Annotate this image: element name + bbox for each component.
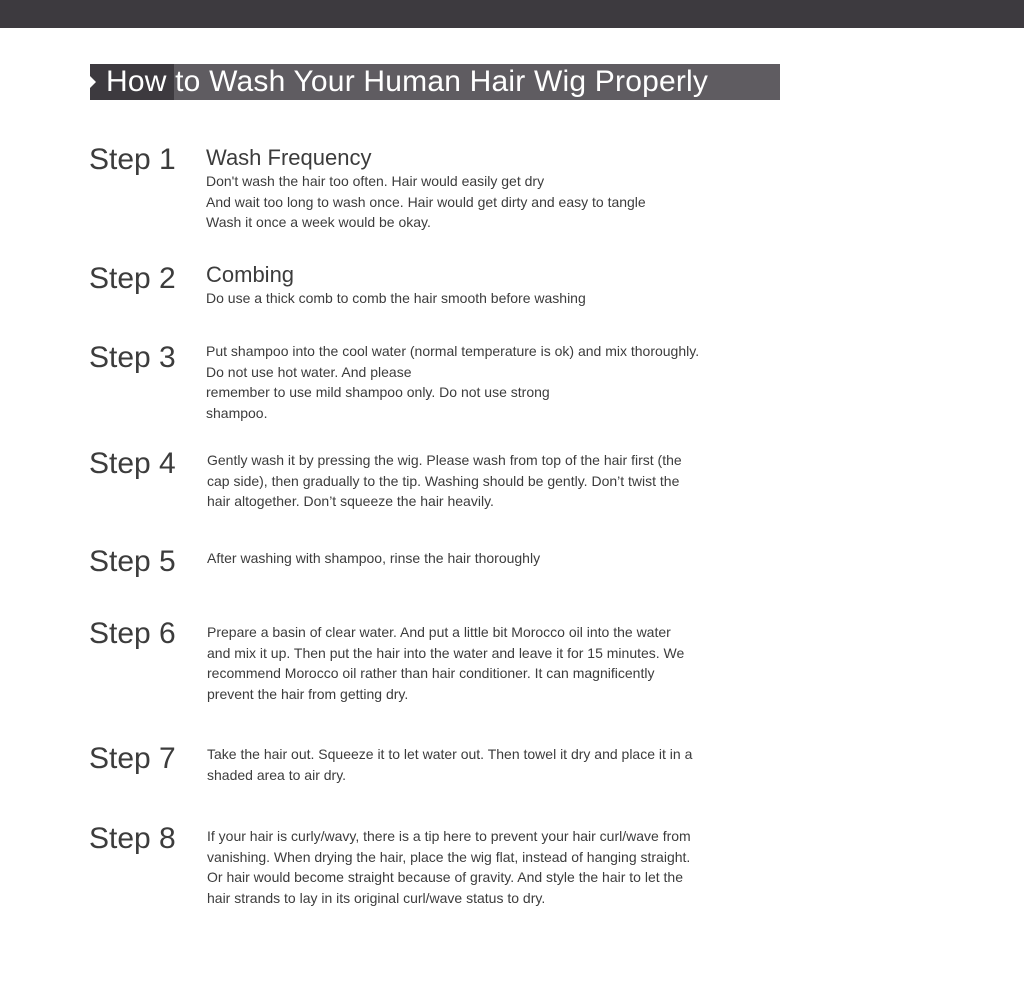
step-text-line: hair altogether. Don’t squeeze the hair heavily. — [207, 493, 494, 510]
step-text-line: Put shampoo into the cool water (normal temperature is ok) and mix thoroughly. — [206, 343, 700, 359]
step-label: Step 7 — [89, 742, 176, 775]
step-text-line: Don't wash the hair too often. Hair would easily get dry — [206, 173, 545, 189]
step-text-line: Do not use hot water. And please — [206, 363, 412, 380]
step-label: Step 1 — [89, 143, 176, 176]
step-text-line: hair strands to lay in its original curl/wave status to dry. — [207, 890, 546, 907]
step-text-line: shaded area to air dry. — [207, 766, 347, 783]
step-body — [206, 341, 766, 424]
step-body — [207, 826, 767, 909]
step-text-line: and mix it up. Then put the hair into the water and leave it for 15 minutes. We — [207, 644, 685, 661]
step-heading: Wash Frequency — [206, 145, 372, 170]
step-text-line: shampoo. — [206, 405, 268, 422]
step-label: Step 4 — [89, 447, 176, 480]
step-label: Step 8 — [89, 822, 176, 855]
step-label: Step 3 — [89, 341, 176, 374]
title-banner — [90, 64, 780, 100]
step-body — [207, 622, 767, 705]
step-text-line: vanishing. When drying the hair, place the wig flat, instead of hanging straight. — [207, 848, 691, 865]
step-text-line: Prepare a basin of clear water. And put a little bit Morocco oil into the water — [207, 624, 671, 640]
step-text-line: Take the hair out. Squeeze it to let water out. Then towel it dry and place it in a — [207, 746, 693, 762]
step-text-line: Do use a thick comb to comb the hair smooth before washing — [206, 290, 586, 306]
page-title: How to Wash Your Human Hair Wig Properly — [106, 65, 709, 98]
step-text-line: Or hair would become straight because of gravity. And style the hair to let the — [207, 869, 683, 886]
step-body — [207, 548, 767, 569]
top-bar — [0, 0, 1024, 28]
step-text-line: After washing with shampoo, rinse the hair thoroughly — [207, 550, 541, 566]
step-text-line: Wash it once a week would be okay. — [206, 214, 431, 231]
step-text-line: And wait too long to wash once. Hair would get dirty and easy to tangle — [206, 193, 646, 210]
arrow-right-icon — [90, 76, 96, 88]
step-heading: Combing — [206, 262, 295, 287]
step-label: Step 2 — [89, 262, 176, 295]
step-text-line: Gently wash it by pressing the wig. Please wash from top of the hair first (the — [207, 452, 682, 468]
step-text-line: cap side), then gradually to the tip. Washing should be gently. Don’t twist the — [207, 472, 680, 489]
step-body — [207, 744, 767, 785]
step-text-line: prevent the hair from getting dry. — [207, 686, 409, 703]
step-text-line: recommend Morocco oil rather than hair conditioner. It can magnificently — [207, 665, 655, 682]
step-body — [206, 262, 766, 309]
step-body — [206, 145, 766, 233]
step-body — [207, 450, 767, 512]
step-label: Step 5 — [89, 545, 176, 578]
step-text-line: remember to use mild shampoo only. Do not use strong — [206, 384, 550, 401]
step-label: Step 6 — [89, 617, 176, 650]
step-text-line: If your hair is curly/wavy, there is a tip here to prevent your hair curl/wave from — [207, 828, 691, 844]
